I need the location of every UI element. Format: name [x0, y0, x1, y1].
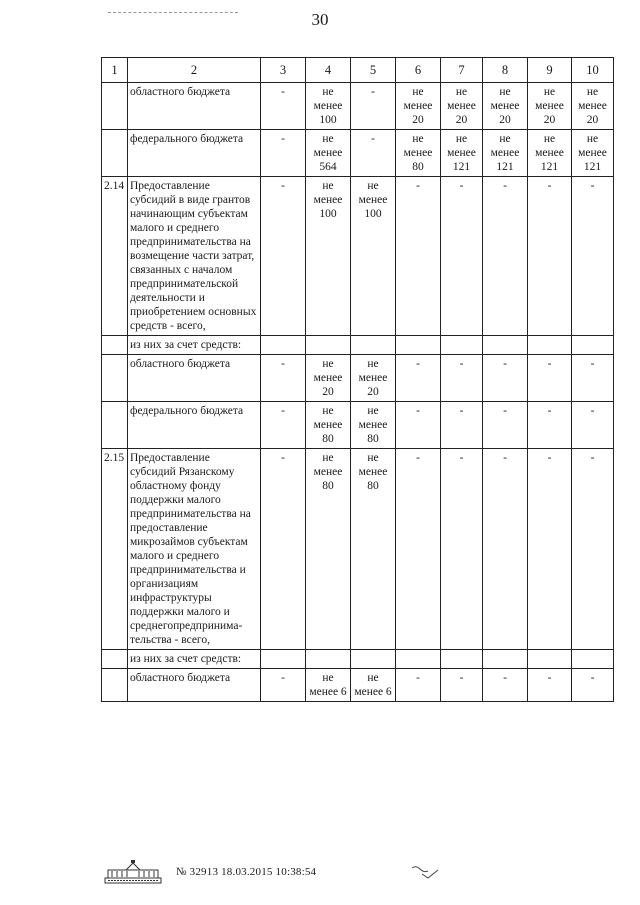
value-cell: не менее 80 [351, 449, 396, 650]
value-cell: - [261, 83, 306, 130]
row-number-cell [102, 669, 128, 702]
value-cell [351, 650, 396, 669]
value-cell: - [572, 669, 614, 702]
value-cell [441, 650, 483, 669]
value-cell: - [483, 449, 528, 650]
value-cell: - [441, 669, 483, 702]
value-cell: не менее 80 [396, 130, 441, 177]
value-cell: - [441, 177, 483, 336]
value-cell: не менее 20 [306, 355, 351, 402]
value-cell [306, 336, 351, 355]
row-name-cell: Предоставление субсидий Рязанскому областному фонду поддержки малого предпринимательства на предоставление микрозаймов субъектам малого и среднего предпринимательства и организациям инфраструктуры поддержки малого и среднегопредпринима-тельства - всего, [128, 449, 261, 650]
value-cell: - [483, 402, 528, 449]
value-cell: - [441, 355, 483, 402]
value-cell [483, 336, 528, 355]
value-cell: не менее 20 [483, 83, 528, 130]
header-row [102, 58, 614, 83]
value-cell: - [483, 177, 528, 336]
row-name-cell: федерального бюджета [128, 402, 261, 449]
value-cell: не менее 80 [306, 402, 351, 449]
row-number-cell [102, 402, 128, 449]
value-cell: не менее 20 [351, 355, 396, 402]
value-cell: - [396, 449, 441, 650]
value-cell: не менее 121 [441, 130, 483, 177]
row-name-cell: областного бюджета [128, 669, 261, 702]
value-cell [261, 650, 306, 669]
value-cell: не менее 121 [572, 130, 614, 177]
value-cell: не менее 80 [351, 402, 396, 449]
value-cell: не менее 121 [483, 130, 528, 177]
value-cell [572, 336, 614, 355]
table-row [102, 402, 614, 449]
header-cell: 5 [351, 58, 396, 83]
header-cell: 10 [572, 58, 614, 83]
value-cell: не менее 100 [351, 177, 396, 336]
value-cell: - [528, 669, 572, 702]
value-cell: - [528, 402, 572, 449]
value-cell: - [528, 355, 572, 402]
table-row [102, 130, 614, 177]
value-cell: не менее 20 [396, 83, 441, 130]
value-cell [306, 650, 351, 669]
table-row [102, 669, 614, 702]
value-cell: - [572, 449, 614, 650]
value-cell: - [261, 669, 306, 702]
value-cell: - [261, 355, 306, 402]
value-cell [572, 650, 614, 669]
value-cell: - [261, 449, 306, 650]
value-cell: - [396, 355, 441, 402]
row-number-cell: 2.15 [102, 449, 128, 650]
value-cell [396, 336, 441, 355]
value-cell: - [261, 402, 306, 449]
registration-stamp: № 32913 18.03.2015 10:38:54 [176, 866, 317, 878]
value-cell: не менее 564 [306, 130, 351, 177]
page-number: 30 [311, 10, 329, 29]
table-row [102, 355, 614, 402]
row-number-cell [102, 83, 128, 130]
value-cell [528, 336, 572, 355]
header-cell: 2 [128, 58, 261, 83]
value-cell: - [572, 402, 614, 449]
header-cell: 9 [528, 58, 572, 83]
value-cell: - [572, 355, 614, 402]
header-cell: 7 [441, 58, 483, 83]
value-cell [261, 336, 306, 355]
value-cell: не менее 20 [528, 83, 572, 130]
value-cell: не менее 20 [572, 83, 614, 130]
value-cell: - [483, 669, 528, 702]
value-cell [528, 650, 572, 669]
row-name-cell: из них за счет средств: [128, 650, 261, 669]
table-row [102, 83, 614, 130]
top-dashed-rule [108, 12, 238, 13]
value-cell: - [351, 83, 396, 130]
value-cell [441, 336, 483, 355]
value-cell: - [441, 402, 483, 449]
row-name-cell: областного бюджета [128, 355, 261, 402]
value-cell [396, 650, 441, 669]
header-cell: 8 [483, 58, 528, 83]
document-footer [104, 858, 424, 886]
row-name-cell: из них за счет средств: [128, 336, 261, 355]
table-row [102, 650, 614, 669]
value-cell: - [572, 177, 614, 336]
value-cell: - [528, 449, 572, 650]
value-cell: не менее 80 [306, 449, 351, 650]
row-number-cell [102, 650, 128, 669]
value-cell: не менее 20 [441, 83, 483, 130]
value-cell: - [261, 177, 306, 336]
value-cell [351, 336, 396, 355]
row-number-cell: 2.14 [102, 177, 128, 336]
budget-table [101, 57, 614, 702]
value-cell: - [351, 130, 396, 177]
value-cell: не менее 6 [306, 669, 351, 702]
value-cell [483, 650, 528, 669]
value-cell: - [483, 355, 528, 402]
value-cell: не менее 6 [351, 669, 396, 702]
row-number-cell [102, 355, 128, 402]
value-cell: - [528, 177, 572, 336]
header-cell: 6 [396, 58, 441, 83]
table-row [102, 336, 614, 355]
handwritten-mark-icon [408, 860, 448, 882]
value-cell: - [441, 449, 483, 650]
row-name-cell: областного бюджета [128, 83, 261, 130]
value-cell: - [396, 402, 441, 449]
header-cell: 1 [102, 58, 128, 83]
value-cell: не менее 100 [306, 177, 351, 336]
value-cell: - [396, 669, 441, 702]
building-stamp-icon [104, 859, 162, 885]
table-row [102, 449, 614, 650]
value-cell: не менее 100 [306, 83, 351, 130]
value-cell: - [396, 177, 441, 336]
table-row [102, 177, 614, 336]
row-name-cell: Предоставление субсидий в виде грантов начинающим субъектам малого и среднего предпринимательства на возмещение части затрат, связанных с началом предпринимательской деятельности и приобретением основных средств - всего, [128, 177, 261, 336]
header-cell: 4 [306, 58, 351, 83]
row-name-cell: федерального бюджета [128, 130, 261, 177]
value-cell: - [261, 130, 306, 177]
row-number-cell [102, 336, 128, 355]
header-cell: 3 [261, 58, 306, 83]
row-number-cell [102, 130, 128, 177]
value-cell: не менее 121 [528, 130, 572, 177]
